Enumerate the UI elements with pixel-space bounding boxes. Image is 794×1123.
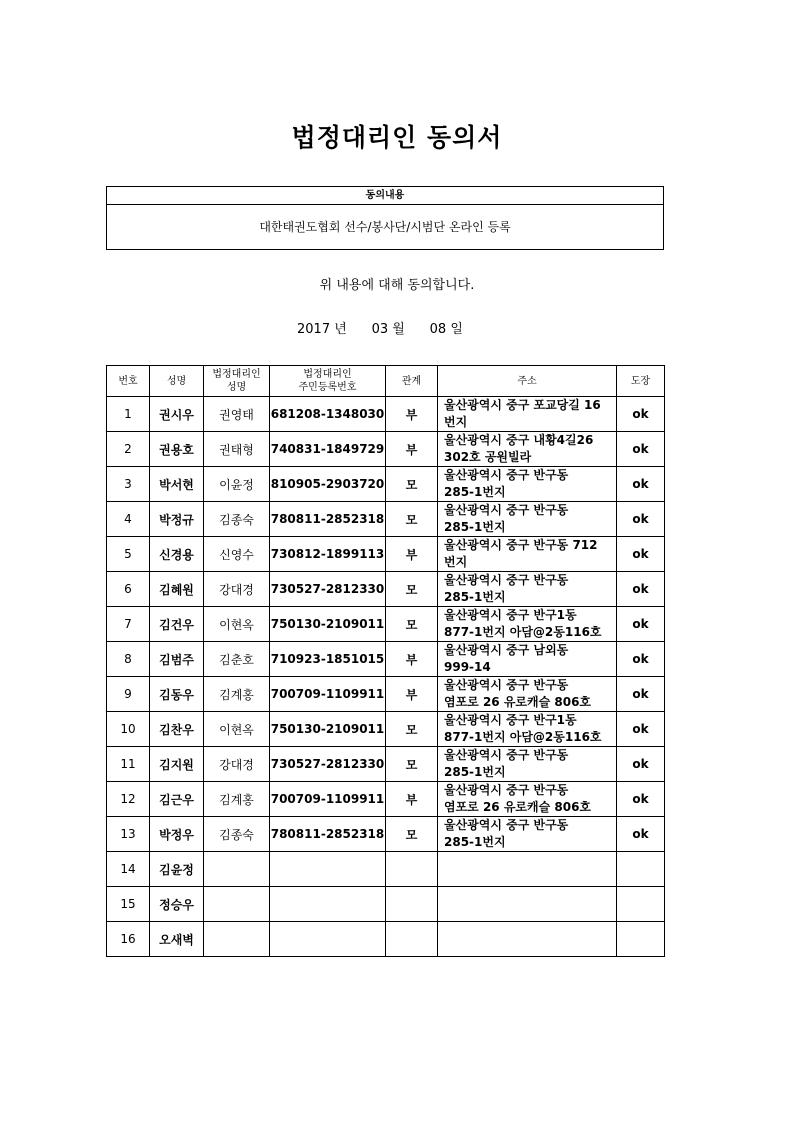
cell-name: 김근우 <box>150 782 204 817</box>
cell-relation <box>386 887 438 922</box>
date-line <box>297 318 463 337</box>
cell-num: 11 <box>107 747 150 782</box>
cell-address <box>438 887 617 922</box>
cell-name: 김지원 <box>150 747 204 782</box>
cell-guardian: 강대경 <box>204 747 270 782</box>
cell-address: 울산광역시 중구 내황4길26 302호 공원빌라 <box>438 432 617 467</box>
cell-seal: ok <box>617 432 665 467</box>
cell-guardian: 이현옥 <box>204 712 270 747</box>
cell-address: 울산광역시 중구 반구동 염포로 26 유로캐슬 806호 <box>438 677 617 712</box>
cell-guardian-id: 740831-1849729 <box>270 432 386 467</box>
table-row <box>107 852 665 887</box>
cell-guardian: 김계홍 <box>204 782 270 817</box>
cell-num: 3 <box>107 467 150 502</box>
date-day-unit: 일 <box>450 322 463 337</box>
cell-guardian <box>204 922 270 957</box>
cell-relation: 모 <box>386 572 438 607</box>
header-address: 주소 <box>438 366 617 397</box>
cell-guardian: 김계홍 <box>204 677 270 712</box>
cell-num: 10 <box>107 712 150 747</box>
header-num: 번호 <box>107 366 150 397</box>
header-guardian-id-line2: 주민등록번호 <box>298 382 357 393</box>
date-month: 03 <box>371 322 389 337</box>
header-name: 성명 <box>150 366 204 397</box>
cell-relation: 모 <box>386 747 438 782</box>
cell-relation: 모 <box>386 467 438 502</box>
cell-guardian: 김종숙 <box>204 502 270 537</box>
cell-address: 울산광역시 중구 반구1동 877-1번지 아담@2동116호 <box>438 607 617 642</box>
header-guardian-name-line2: 성명 <box>226 382 247 393</box>
cell-seal: ok <box>617 537 665 572</box>
table-row <box>107 677 665 712</box>
cell-guardian <box>204 852 270 887</box>
table-row <box>107 467 665 502</box>
cell-num: 12 <box>107 782 150 817</box>
table-row <box>107 712 665 747</box>
date-month-unit: 월 <box>392 322 405 337</box>
cell-seal <box>617 852 665 887</box>
cell-num: 5 <box>107 537 150 572</box>
cell-address: 울산광역시 중구 반구동 285-1번지 <box>438 572 617 607</box>
cell-guardian-id: 780811-2852318 <box>270 817 386 852</box>
cell-guardian: 이윤정 <box>204 467 270 502</box>
cell-relation: 모 <box>386 607 438 642</box>
cell-guardian: 이현옥 <box>204 607 270 642</box>
header-guardian-id <box>270 366 386 397</box>
header-guardian-name <box>204 366 270 397</box>
cell-name: 김범주 <box>150 642 204 677</box>
cell-seal: ok <box>617 607 665 642</box>
table-row <box>107 922 665 957</box>
header-relation: 관계 <box>386 366 438 397</box>
cell-seal <box>617 887 665 922</box>
cell-num: 13 <box>107 817 150 852</box>
cell-num: 9 <box>107 677 150 712</box>
cell-guardian-id: 700709-1109911 <box>270 677 386 712</box>
guardian-consent-table <box>106 365 665 957</box>
cell-guardian-id: 730812-1899113 <box>270 537 386 572</box>
cell-seal: ok <box>617 817 665 852</box>
cell-seal: ok <box>617 747 665 782</box>
cell-seal: ok <box>617 397 665 432</box>
table-header-row <box>107 366 665 397</box>
cell-name: 김혜원 <box>150 572 204 607</box>
cell-relation: 부 <box>386 397 438 432</box>
cell-guardian-id: 750130-2109011 <box>270 712 386 747</box>
cell-num: 8 <box>107 642 150 677</box>
cell-num: 2 <box>107 432 150 467</box>
cell-relation <box>386 922 438 957</box>
table-row <box>107 502 665 537</box>
cell-address: 울산광역시 중구 포교당길 16 번지 <box>438 397 617 432</box>
cell-seal <box>617 922 665 957</box>
table-row <box>107 607 665 642</box>
cell-address: 울산광역시 중구 남외동 999-14 <box>438 642 617 677</box>
cell-guardian: 신영수 <box>204 537 270 572</box>
cell-guardian: 김춘호 <box>204 642 270 677</box>
cell-guardian-id: 681208-1348030 <box>270 397 386 432</box>
cell-address: 울산광역시 중구 반구1동 877-1번지 아담@2동116호 <box>438 712 617 747</box>
cell-name: 김윤정 <box>150 852 204 887</box>
table-row <box>107 887 665 922</box>
cell-relation <box>386 852 438 887</box>
cell-guardian-id: 700709-1109911 <box>270 782 386 817</box>
cell-name: 권용호 <box>150 432 204 467</box>
cell-num: 14 <box>107 852 150 887</box>
cell-address: 울산광역시 중구 반구동 285-1번지 <box>438 467 617 502</box>
consent-header: 동의내용 <box>107 187 663 205</box>
cell-address: 울산광역시 중구 반구동 285-1번지 <box>438 502 617 537</box>
cell-guardian-id: 810905-2903720 <box>270 467 386 502</box>
cell-address: 울산광역시 중구 반구동 285-1번지 <box>438 817 617 852</box>
cell-seal: ok <box>617 712 665 747</box>
cell-address: 울산광역시 중구 반구동 285-1번지 <box>438 747 617 782</box>
cell-guardian: 김종숙 <box>204 817 270 852</box>
cell-address <box>438 922 617 957</box>
cell-name: 신경용 <box>150 537 204 572</box>
cell-num: 6 <box>107 572 150 607</box>
cell-guardian-id <box>270 887 386 922</box>
cell-name: 정승우 <box>150 887 204 922</box>
cell-num: 15 <box>107 887 150 922</box>
cell-seal: ok <box>617 572 665 607</box>
cell-address: 울산광역시 중구 반구동 염포로 26 유로캐슬 806호 <box>438 782 617 817</box>
cell-guardian-id <box>270 852 386 887</box>
consent-box <box>106 186 664 250</box>
cell-guardian-id <box>270 922 386 957</box>
cell-name: 권시우 <box>150 397 204 432</box>
cell-guardian: 강대경 <box>204 572 270 607</box>
table-row <box>107 782 665 817</box>
cell-guardian-id: 750130-2109011 <box>270 607 386 642</box>
cell-relation: 부 <box>386 782 438 817</box>
cell-guardian <box>204 887 270 922</box>
table-row <box>107 397 665 432</box>
table-row <box>107 747 665 782</box>
cell-num: 16 <box>107 922 150 957</box>
cell-seal: ok <box>617 677 665 712</box>
cell-name: 박서현 <box>150 467 204 502</box>
cell-relation: 부 <box>386 432 438 467</box>
cell-guardian-id: 730527-2812330 <box>270 747 386 782</box>
cell-relation: 모 <box>386 712 438 747</box>
agreement-statement: 위 내용에 대해 동의합니다. <box>319 278 475 293</box>
cell-guardian: 권영태 <box>204 397 270 432</box>
cell-name: 김찬우 <box>150 712 204 747</box>
table-row <box>107 537 665 572</box>
cell-seal: ok <box>617 782 665 817</box>
table-row <box>107 642 665 677</box>
header-seal: 도장 <box>617 366 665 397</box>
cell-seal: ok <box>617 642 665 677</box>
cell-address <box>438 852 617 887</box>
cell-seal: ok <box>617 467 665 502</box>
cell-guardian: 권태형 <box>204 432 270 467</box>
cell-name: 김건우 <box>150 607 204 642</box>
cell-num: 4 <box>107 502 150 537</box>
cell-relation: 모 <box>386 502 438 537</box>
cell-num: 7 <box>107 607 150 642</box>
cell-relation: 부 <box>386 537 438 572</box>
cell-name: 오새벽 <box>150 922 204 957</box>
header-guardian-id-line1: 법정대리인 <box>303 369 352 380</box>
date-year: 2017 <box>297 322 331 337</box>
cell-seal: ok <box>617 502 665 537</box>
cell-relation: 부 <box>386 642 438 677</box>
cell-name: 김동우 <box>150 677 204 712</box>
cell-relation: 부 <box>386 677 438 712</box>
consent-text: 대한태권도협회 선수/봉사단/시범단 온라인 등록 <box>259 220 511 234</box>
cell-num: 1 <box>107 397 150 432</box>
date-year-unit: 년 <box>334 322 347 337</box>
cell-guardian-id: 730527-2812330 <box>270 572 386 607</box>
header-guardian-name-line1: 법정대리인 <box>212 369 261 380</box>
cell-guardian-id: 710923-1851015 <box>270 642 386 677</box>
table-row <box>107 432 665 467</box>
cell-name: 박정우 <box>150 817 204 852</box>
table-row <box>107 572 665 607</box>
date-day: 08 <box>429 322 447 337</box>
cell-guardian-id: 780811-2852318 <box>270 502 386 537</box>
table-row <box>107 817 665 852</box>
cell-address: 울산광역시 중구 반구동 712 번지 <box>438 537 617 572</box>
cell-relation: 모 <box>386 817 438 852</box>
cell-name: 박정규 <box>150 502 204 537</box>
document-title: 법정대리인 동의서 <box>291 123 503 152</box>
